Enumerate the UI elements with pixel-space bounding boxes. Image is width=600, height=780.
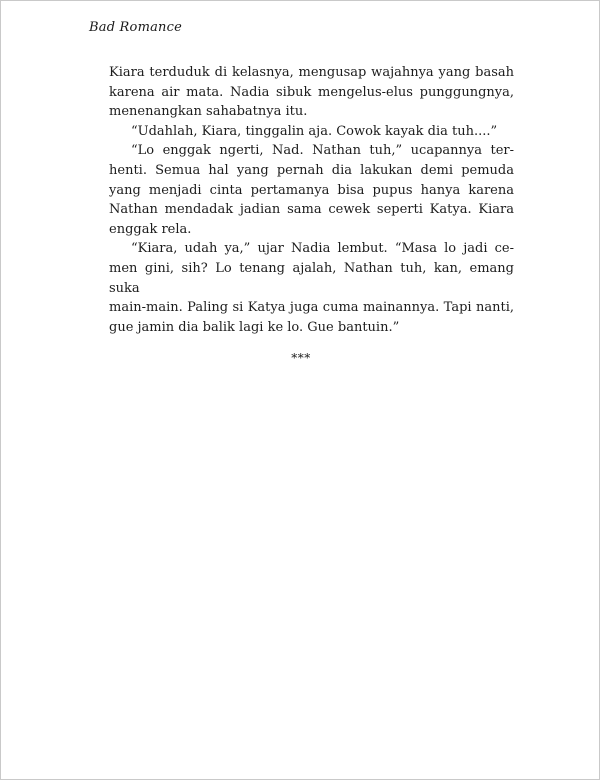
paragraph-3 xyxy=(109,141,514,239)
running-title: Bad Romance xyxy=(89,20,182,35)
text-line: enggak rela. xyxy=(109,221,192,237)
paragraph-2 xyxy=(109,122,514,142)
text-line: “Lo enggak ngerti, Nad. Nathan tuh,” ucapannya ter- xyxy=(131,143,514,159)
paragraph-4 xyxy=(109,239,514,337)
paragraph-1 xyxy=(109,63,514,122)
text-line: menenangkan sahabatnya itu. xyxy=(109,104,308,120)
text-line: karena air mata. Nadia sibuk mengelus-elus punggungnya, xyxy=(109,84,514,100)
scene-break: *** xyxy=(291,351,311,365)
text-line: men gini, sih? Lo tenang ajalah, Nathan tuh, kan, emang suka xyxy=(109,260,514,296)
text-line: henti. Semua hal yang pernah dia lakukan demi pemuda xyxy=(109,162,514,178)
body-text xyxy=(109,63,514,337)
text-line: gue jamin dia balik lagi ke lo. Gue bantuin.” xyxy=(109,319,400,335)
text-line: Kiara terduduk di kelasnya, mengusap wajahnya yang basah xyxy=(109,65,514,80)
text-line: Nathan mendadak jadian sama cewek seperti Katya. Kiara xyxy=(109,202,514,218)
text-line: “Kiara, udah ya,” ujar Nadia lembut. “Masa lo jadi ce- xyxy=(131,241,514,257)
text-line: main-main. Paling si Katya juga cuma mainannya. Tapi nanti, xyxy=(109,300,514,316)
text-line: “Udahlah, Kiara, tinggalin aja. Cowok kayak dia tuh....” xyxy=(131,123,498,139)
text-line: yang menjadi cinta pertamanya bisa pupus hanya karena xyxy=(109,182,514,198)
